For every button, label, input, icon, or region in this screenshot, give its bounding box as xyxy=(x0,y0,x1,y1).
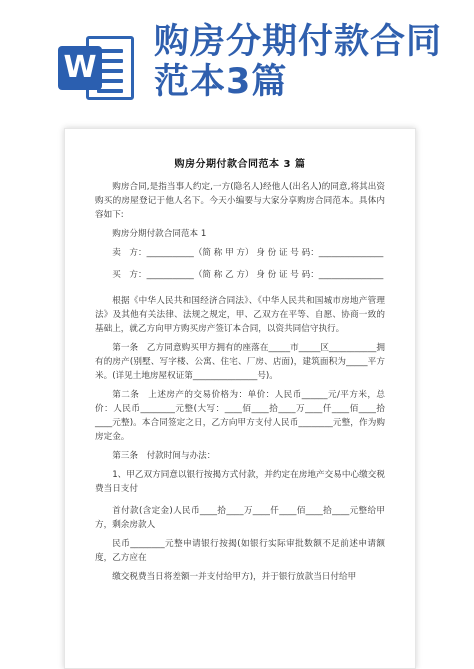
document-page xyxy=(64,128,416,669)
banner-title: 购房分期付款合同范本3篇 xyxy=(154,22,443,102)
section-heading: 购房分期付款合同范本 1 xyxy=(112,229,207,239)
article-2-paragraph: 第二条 上述房产的交易价格为：单价：人民币______元/平方米，总价：人民币________元整(大写：____佰____拾____万____仟____佰____拾____元整)。本合同签定之日，乙方向甲方支付人民币________元整，作为购房定金。 xyxy=(95,390,385,442)
payment-clause-4: 缴交税费当日将差额一并支付给甲方)，并于银行放款当日付给甲 xyxy=(112,572,357,582)
word-document-icon xyxy=(58,32,136,104)
word-badge: W xyxy=(58,46,102,90)
header-banner xyxy=(0,0,474,118)
legal-basis-paragraph: 根据《中华人民共和国经济合同法》、《中华人民共和国城市房地产管理法》及其他有关法律、法规之规定，甲、乙双方在平等、自愿、协商一致的基础上，就乙方向甲方购买房产签订本合同，以资共同信守执行。 xyxy=(95,296,385,334)
buyer-line: 买 方：___________（简 称 乙 方） 身 份 证 号 码：_______________ xyxy=(112,270,384,280)
intro-paragraph: 购房合同,是指当事人约定,一方(隐名人)经他人(出名人)的同意,将其出资购买的房屋登记于他人名下。今天小编要与大家分享购房合同范本。具体内容如下: xyxy=(95,182,385,220)
article-3-heading: 第三条 付款时间与办法： xyxy=(112,451,216,461)
payment-clause-2: 首付款(含定金)人民币____拾____万____仟____佰____拾____元整给甲方，剩余房款人 xyxy=(95,506,385,530)
payment-clause-1: 1、甲乙双方同意以银行按揭方式付款，并约定在房地产交易中心缴交税费当日支付 xyxy=(95,470,385,494)
seller-line: 卖 方：___________（简 称 甲 方） 身 份 证 号 码：_______________ xyxy=(112,248,384,258)
article-1-paragraph: 第一条 乙方同意购买甲方拥有的座落在_____市_____区___________拥有的房产(别墅、写字楼、公寓、住宅、厂房、店面)，建筑面积为_____平方米。(详见土地房屋权证第_______________号)。 xyxy=(95,343,385,381)
document-title: 购房分期付款合同范本 3 篇 xyxy=(174,159,306,170)
payment-clause-3: 民币________元整申请银行按揭(如银行实际审批数额不足前述申请额度，乙方应在 xyxy=(95,539,385,563)
